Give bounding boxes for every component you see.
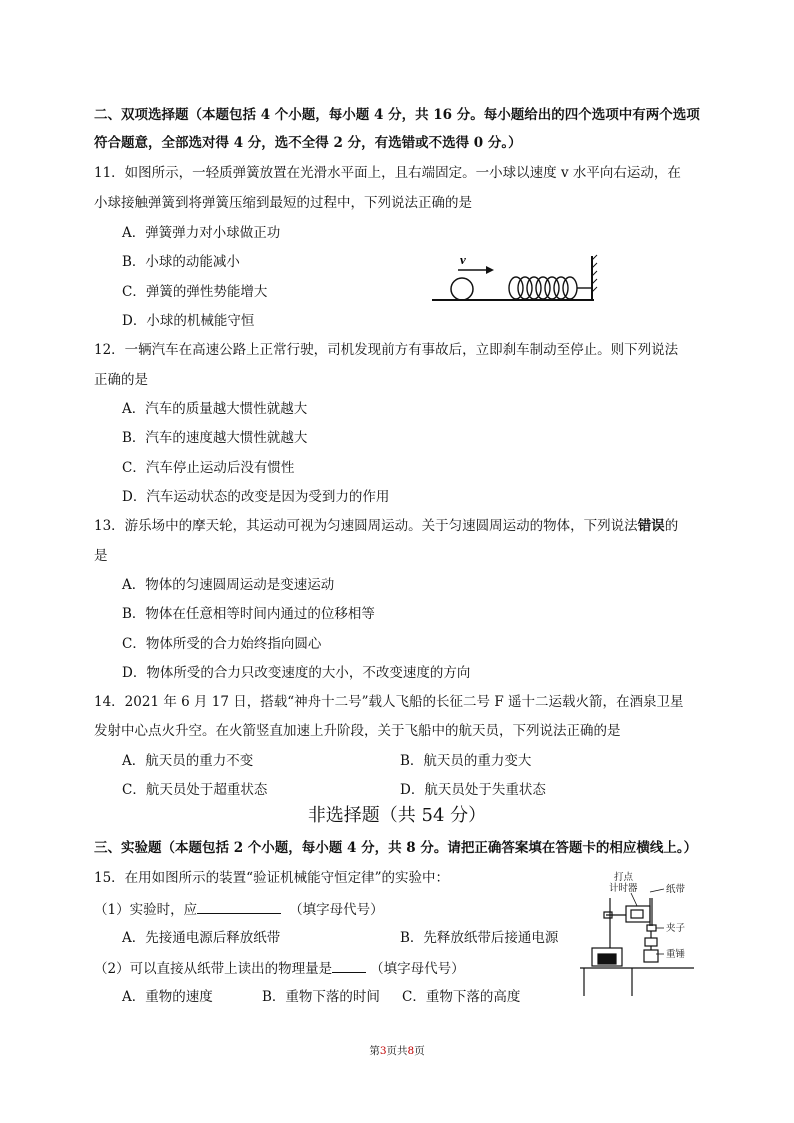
- q13-stem-line1: [94, 517, 678, 535]
- q15-sub1-hint: （填字母代号）: [289, 902, 384, 918]
- q13-stem-part2: 的: [664, 518, 679, 534]
- q15-apparatus-figure: [576, 868, 698, 998]
- q14-stem-line2: 发射中心点火升空。在火箭竖直加速上升阶段，关于飞船中的航天员，下列说法正确的是: [94, 723, 621, 739]
- q11-stem-line1: 11．如图所示，一轻质弹簧放置在光滑水平面上，且右端固定。一小球以速度 v 水平向右运动，在: [94, 165, 681, 181]
- section-2-instruction-line2: 符合题意，全部选对得 4 分，选不全得 2 分，有选错或不选得 0 分。）: [94, 135, 522, 151]
- q13-option-a: A．物体的匀速圆周运动是变速运动: [122, 577, 335, 593]
- q13-stem-line2: 是: [94, 548, 108, 564]
- iron-stand: [592, 898, 626, 966]
- q15-sub1: [94, 899, 384, 919]
- q12-stem-line1: 12．一辆汽车在高速公路上正常行驶，司机发现前方有事故后，立即刹车制动至停止。则下列说法: [94, 342, 679, 358]
- footer-page-number: 3: [379, 1045, 387, 1057]
- weight-label: 重锤: [666, 950, 686, 960]
- q11-stem-line2: 小球接触弹簧到将弹簧压缩到最短的过程中，下列说法正确的是: [94, 195, 472, 211]
- q12-option-d: D．汽车运动状态的改变是因为受到力的作用: [122, 489, 390, 505]
- spring: [509, 277, 592, 299]
- q15-sub2-option-c: C．重物下落的高度: [402, 989, 521, 1005]
- q13-option-c: C．物体所受的合力始终指向圆心: [122, 636, 322, 652]
- q15-sub2-answer-blank[interactable]: [332, 958, 366, 973]
- q15-sub1-option-a: A．先接通电源后释放纸带: [122, 930, 281, 946]
- q15-sub2: [94, 958, 465, 978]
- q12-option-c: C．汽车停止运动后没有惯性: [122, 460, 295, 476]
- q11-spring-figure: [428, 250, 598, 310]
- q15-sub1-answer-blank[interactable]: [197, 899, 281, 914]
- tape-label: 纸带: [666, 885, 686, 895]
- q13-stem-part1: 13．游乐场中的摩天轮，其运动可视为匀速圆周运动。关于匀速圆周运动的物体，下列说法: [94, 518, 638, 534]
- clip-label: 夹子: [666, 924, 686, 934]
- q11-option-a: A．弹簧弹力对小球做正功: [122, 225, 281, 241]
- q15-sub2-option-a: A．重物的速度: [122, 989, 213, 1005]
- timer-label-line2: 计时器: [609, 884, 638, 894]
- q13-emphasis-wrong: 错误: [637, 518, 665, 534]
- q12-option-b: B．汽车的速度越大惯性就越大: [122, 430, 308, 446]
- page-footer: [0, 1043, 794, 1058]
- q14-option-c: C．航天员处于超重状态: [122, 782, 268, 798]
- velocity-label: v: [460, 252, 466, 267]
- section-3-instruction: 三、实验题（本题包括 2 个小题，每小题 4 分，共 8 分。请把正确答案填在答题卡的相应横线上。）: [94, 840, 698, 856]
- q11-option-b: B．小球的动能减小: [122, 254, 240, 270]
- q15-sub2-hint: （填字母代号）: [370, 961, 465, 977]
- table: [580, 968, 694, 996]
- timer-device: [626, 906, 650, 922]
- footer-post: 页: [414, 1045, 425, 1057]
- q14-stem-line1: 14．2021 年 6 月 17 日，搭载“神舟十二号”载人飞船的长征二号 F 遥十二运载火箭，在酒泉卫星: [94, 694, 684, 710]
- q14-option-b: B．航天员的重力变大: [400, 753, 532, 769]
- q15-sub2-option-b: B．重物下落的时间: [262, 989, 380, 1005]
- q15-sub1-prompt: （1）实验时，应: [94, 902, 198, 918]
- footer-total-pages: 8: [407, 1045, 415, 1057]
- q15-sub1-option-b: B．先释放纸带后接通电源: [400, 930, 559, 946]
- ball: [451, 278, 473, 300]
- q13-option-d: D．物体所受的合力只改变速度的大小，不改变速度的方向: [122, 665, 471, 681]
- q15-sub2-prompt: （2）可以直接从纸带上读出的物理量是: [94, 961, 333, 977]
- q14-option-d: D．航天员处于失重状态: [400, 782, 546, 798]
- q12-option-a: A．汽车的质量越大惯性就越大: [122, 401, 308, 417]
- q11-option-c: C．弹簧的弹性势能增大: [122, 284, 268, 300]
- q14-option-a: A．航天员的重力不变: [122, 753, 254, 769]
- q15-stem: 15．在用如图所示的装置“验证机械能守恒定律”的实验中：: [94, 870, 449, 886]
- timer-label-line1: 打点: [614, 873, 634, 883]
- section-2-instruction-line1: 二、双项选择题（本题包括 4 个小题，每小题 4 分，共 16 分。每小题给出的四个选项中有两个选项: [94, 107, 700, 123]
- q11-option-d: D．小球的机械能守恒: [122, 313, 255, 329]
- q13-option-b: B．物体在任意相等时间内通过的位移相等: [122, 606, 375, 622]
- footer-pre: 第: [369, 1045, 380, 1057]
- q12-stem-line2: 正确的是: [94, 372, 148, 388]
- nonchoice-heading: 非选择题（共 54 分）: [307, 805, 487, 826]
- footer-mid: 页共: [386, 1045, 408, 1057]
